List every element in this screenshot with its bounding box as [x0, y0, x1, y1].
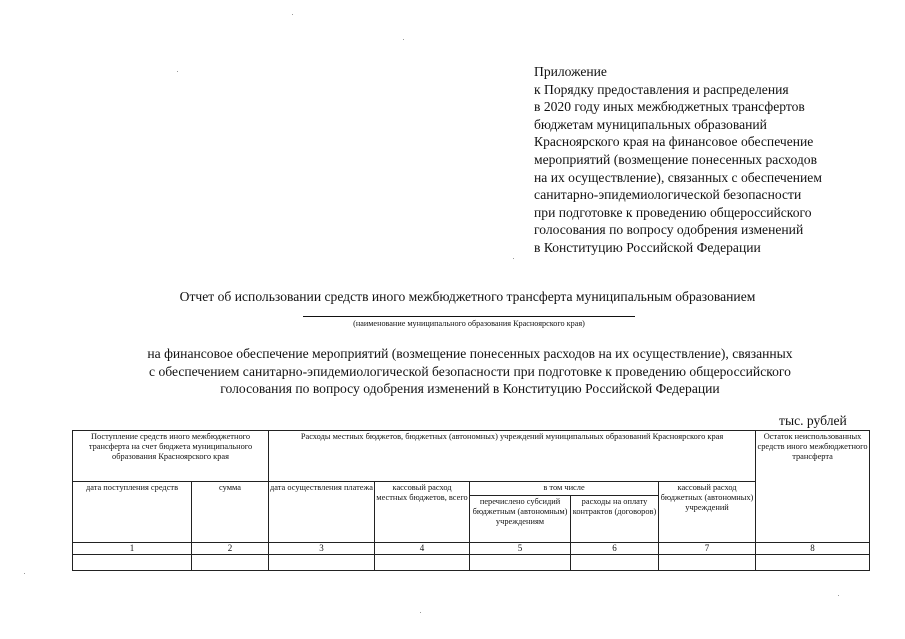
appendix-line: при подготовке к проведению общероссийского [534, 204, 812, 220]
appendix-line: голосования по вопросу одобрения изменений [534, 222, 804, 238]
municipality-name-line [303, 316, 635, 328]
table-number-row [73, 543, 870, 555]
header-amount: сумма [192, 482, 269, 543]
header-receipt-date: дата поступления средств [73, 482, 192, 543]
header-balance: Остаток неиспользованных средств иного межбюджетного трансферта [756, 431, 870, 543]
table-row [73, 555, 870, 571]
column-number: 5 [470, 543, 571, 555]
report-table [72, 430, 870, 571]
appendix-line: в 2020 году иных межбюджетных трансфертов [534, 99, 805, 115]
table-cell [192, 555, 269, 571]
purpose-line: голосования по вопросу одобрения изменений в Конституцию Российской Федерации [220, 381, 720, 396]
table-cell [571, 555, 659, 571]
municipality-caption: (наименование муниципального образования Красноярского края) [353, 319, 585, 328]
header-expenses-group: Расходы местных бюджетов, бюджетных (автономных) учреждений муниципальных образований Красноярского края [269, 431, 756, 482]
appendix-line: в Конституцию Российской Федерации [534, 239, 761, 255]
table-cell [375, 555, 470, 571]
appendix-line: к Порядку предоставления и распределения [534, 81, 789, 97]
table-header-row [73, 482, 870, 496]
appendix-line: Красноярского края на финансовое обеспечение [534, 134, 814, 150]
unit-label: тыс. рублей [779, 413, 847, 428]
appendix-line: мероприятий (возмещение понесенных расходов [534, 151, 817, 167]
scan-speck [513, 258, 514, 259]
table-header-row [73, 431, 870, 482]
appendix-line: Приложение [534, 64, 607, 79]
purpose-line: на финансовое обеспечение мероприятий (возмещение понесенных расходов на их осуществление), связанных [147, 346, 793, 361]
appendix-line: бюджетам муниципальных образований [534, 116, 767, 132]
appendix-line: санитарно-эпидемиологической безопасности [534, 187, 802, 203]
header-cash-local: кассовый расход местных бюджетов, всего [375, 482, 470, 543]
scan-speck [838, 595, 839, 596]
header-receipt-group: Поступление средств иного межбюджетного трансферта на счет бюджета муниципального образования Красноярского края [73, 431, 269, 482]
column-number: 4 [375, 543, 470, 555]
table-cell [659, 555, 756, 571]
column-number: 2 [192, 543, 269, 555]
table-cell [269, 555, 375, 571]
purpose-line: с обеспечением санитарно-эпидемиологической безопасности при подготовке к проведению общероссийского [149, 363, 791, 379]
table-cell [73, 555, 192, 571]
header-cash-institutions: кассовый расход бюджетных (автономных) учреждений [659, 482, 756, 543]
header-including: в том числе [470, 482, 659, 496]
column-number: 3 [269, 543, 375, 555]
column-number: 8 [756, 543, 870, 555]
scan-speck [403, 39, 404, 40]
report-purpose [95, 345, 845, 398]
header-payment-date: дата осуществления платежа [269, 482, 375, 543]
scan-speck [420, 612, 421, 613]
scan-speck [292, 14, 293, 15]
header-contracts: расходы на оплату контрактов (договоров) [571, 496, 659, 543]
column-number: 6 [571, 543, 659, 555]
appendix-note [534, 63, 822, 257]
appendix-line: на их осуществление), связанных с обеспечением [534, 169, 822, 185]
column-number: 7 [659, 543, 756, 555]
table-cell [756, 555, 870, 571]
table-cell [470, 555, 571, 571]
column-number: 1 [73, 543, 192, 555]
scan-speck [177, 71, 178, 72]
scan-speck [24, 573, 25, 574]
header-subsidies: перечислено субсидий бюджетным (автономным) учреждениям [470, 496, 571, 543]
report-title: Отчет об использовании средств иного межбюджетного трансферта муниципальным образованием [179, 289, 756, 304]
